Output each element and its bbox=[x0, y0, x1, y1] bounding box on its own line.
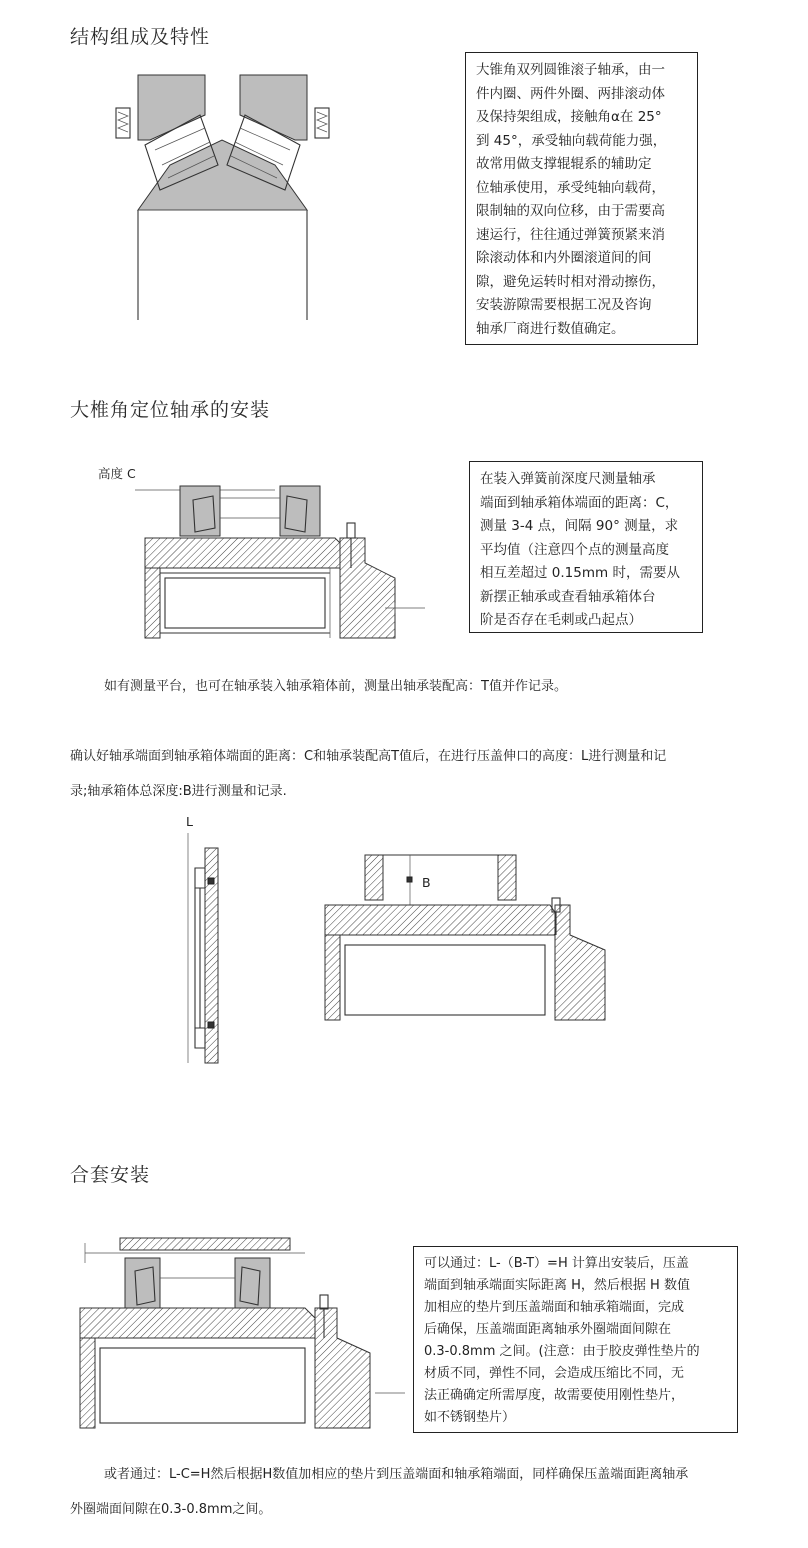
section-heading-structure: 结构组成及特性 bbox=[70, 26, 211, 48]
bearing-structure-diagram bbox=[110, 70, 340, 325]
cover-l-measurement-diagram bbox=[180, 828, 230, 1068]
assembly-diagram bbox=[75, 1233, 410, 1433]
assembly-calculation-note: 可以通过：L-（B-T）=H 计算出安装后，压盖 端面到轴承端面实际距离 H，然后根据 H 数值 加相应的垫片到压盖端面和轴承箱端面，完成 后确保，压盖端面距离轴承外圈端面间隙在 0.3-0.8mm 之间。(注意：由于胶皮弹性垫片的 材质不同，弹性不同，会造成压缩比不同，无 法正确确定所需厚度，故需要使用刚性垫片， 如不锈钢垫片） bbox=[413, 1246, 738, 1433]
height-c-label: 高度 C bbox=[98, 466, 136, 481]
paragraph-measure-t: 如有测量平台，也可在轴承装入轴承箱体前，测量出轴承装配高：T值并作记录。 bbox=[104, 679, 567, 694]
housing-b-measurement-diagram bbox=[320, 850, 635, 1025]
paragraph-measure-lb-line2: 录;轴承箱体总深度:B进行测量和记录. bbox=[70, 784, 287, 799]
b-label: B bbox=[422, 875, 431, 890]
l-label: L bbox=[186, 814, 193, 829]
paragraph-measure-lb-line1: 确认好轴承端面到轴承箱体端面的距离：C和轴承装配高T值后，在进行压盖伸口的高度：L进行测量和记 bbox=[70, 749, 667, 764]
structure-description-note: 大锥角双列圆锥滚子轴承，由一 件内圈、两件外圈、两排滚动体 及保持架组成，接触角α在 25° 到 45°，承受轴向载荷能力强， 故常用做支撑辊辊系的辅助定 位轴承使用，承受纯轴向载荷， 限制轴的双向位移，由于需要高 速运行，往往通过弹簧预紧来消 除滚动体和内外圈滚道间的间 隙，避免运转时相对滑动擦伤， 安装游隙需要根据工况及咨询 轴承厂商进行数值确定。 bbox=[465, 52, 698, 345]
height-c-measurement-note: 在装入弹簧前深度尺测量轴承 端面到轴承箱体端面的距离：C， 测量 3-4 点，间隔 90° 测量，求 平均值（注意四个点的测量高度 相互差超过 0.15mm 时，需要从 新摆正轴承或查看轴承箱体台 阶是否存在毛刺或凸起点） bbox=[469, 461, 703, 633]
paragraph-alternative-line1: 或者通过：L-C=H然后根据H数值加相应的垫片到压盖端面和轴承箱端面，同样确保压盖端面距离轴承 bbox=[104, 1467, 689, 1482]
paragraph-alternative-line2: 外圈端面间隙在0.3-0.8mm之间。 bbox=[70, 1502, 272, 1517]
section-heading-installation: 大椎角定位轴承的安装 bbox=[70, 399, 271, 421]
height-c-measurement-diagram bbox=[135, 478, 435, 643]
section-heading-assembly: 合套安装 bbox=[70, 1164, 151, 1186]
